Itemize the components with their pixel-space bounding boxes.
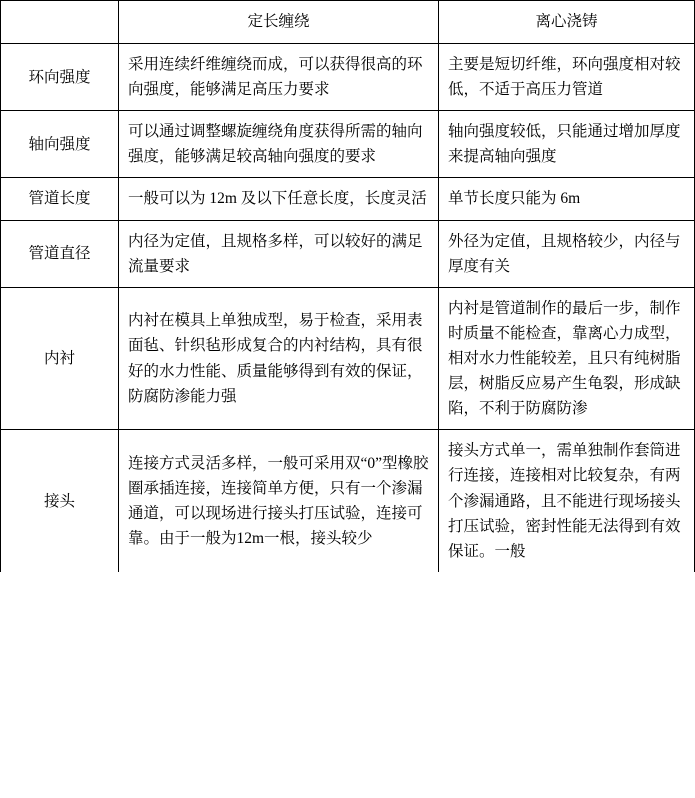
column-header-fixed-length-winding: 定长缠绕 xyxy=(119,1,439,44)
row-label: 环向强度 xyxy=(1,44,119,111)
row-cell-winding: 可以通过调整螺旋缠绕角度获得所需的轴向强度，能够满足较高轴向强度的要求 xyxy=(119,111,439,178)
row-cell-winding: 一般可以为 12m 及以下任意长度，长度灵活 xyxy=(119,178,439,220)
row-cell-casting: 接头方式单一，需单独制作套筒进行连接，连接相对比较复杂，有两个渗漏通路，且不能进行现场接头打压试验，密封性能无法得到有效保证。一般 xyxy=(439,430,695,572)
table-body xyxy=(1,44,695,572)
column-header-centrifugal-casting: 离心浇铸 xyxy=(439,1,695,44)
row-cell-casting: 外径为定值，且规格较少，内径与厚度有关 xyxy=(439,220,695,287)
row-label: 管道直径 xyxy=(1,220,119,287)
table-row xyxy=(1,111,695,178)
row-cell-winding: 内衬在模具上单独成型，易于检查，采用表面毡、针织毡形成复合的内衬结构，具有很好的水力性能、质量能够得到有效的保证，防腐防渗能力强 xyxy=(119,287,439,430)
table-row xyxy=(1,44,695,111)
row-cell-casting: 轴向强度较低，只能通过增加厚度来提高轴向强度 xyxy=(439,111,695,178)
row-label: 内衬 xyxy=(1,287,119,430)
row-cell-casting: 单节长度只能为 6m xyxy=(439,178,695,220)
row-cell-winding: 采用连续纤维缠绕而成，可以获得很高的环向强度，能够满足高压力要求 xyxy=(119,44,439,111)
table-row xyxy=(1,287,695,430)
table-header-row xyxy=(1,1,695,44)
row-cell-casting: 内衬是管道制作的最后一步，制作时质量不能检查，靠离心力成型，相对水力性能较差，且只有纯树脂层，树脂反应易产生龟裂，形成缺陷，不利于防腐防渗 xyxy=(439,287,695,430)
table-row xyxy=(1,178,695,220)
table-row xyxy=(1,220,695,287)
table-corner-cell xyxy=(1,1,119,44)
row-cell-casting: 主要是短切纤维，环向强度相对较低，不适于高压力管道 xyxy=(439,44,695,111)
row-label: 管道长度 xyxy=(1,178,119,220)
row-cell-winding: 连接方式灵活多样，一般可采用双“0”型橡胶圈承插连接，连接简单方便，只有一个渗漏通道，可以现场进行接头打压试验，连接可靠。由于一般为12m一根，接头较少 xyxy=(119,430,439,572)
row-label: 轴向强度 xyxy=(1,111,119,178)
row-label: 接头 xyxy=(1,430,119,572)
table-row xyxy=(1,430,695,572)
row-cell-winding: 内径为定值，且规格多样，可以较好的满足流量要求 xyxy=(119,220,439,287)
table-header xyxy=(1,1,695,44)
